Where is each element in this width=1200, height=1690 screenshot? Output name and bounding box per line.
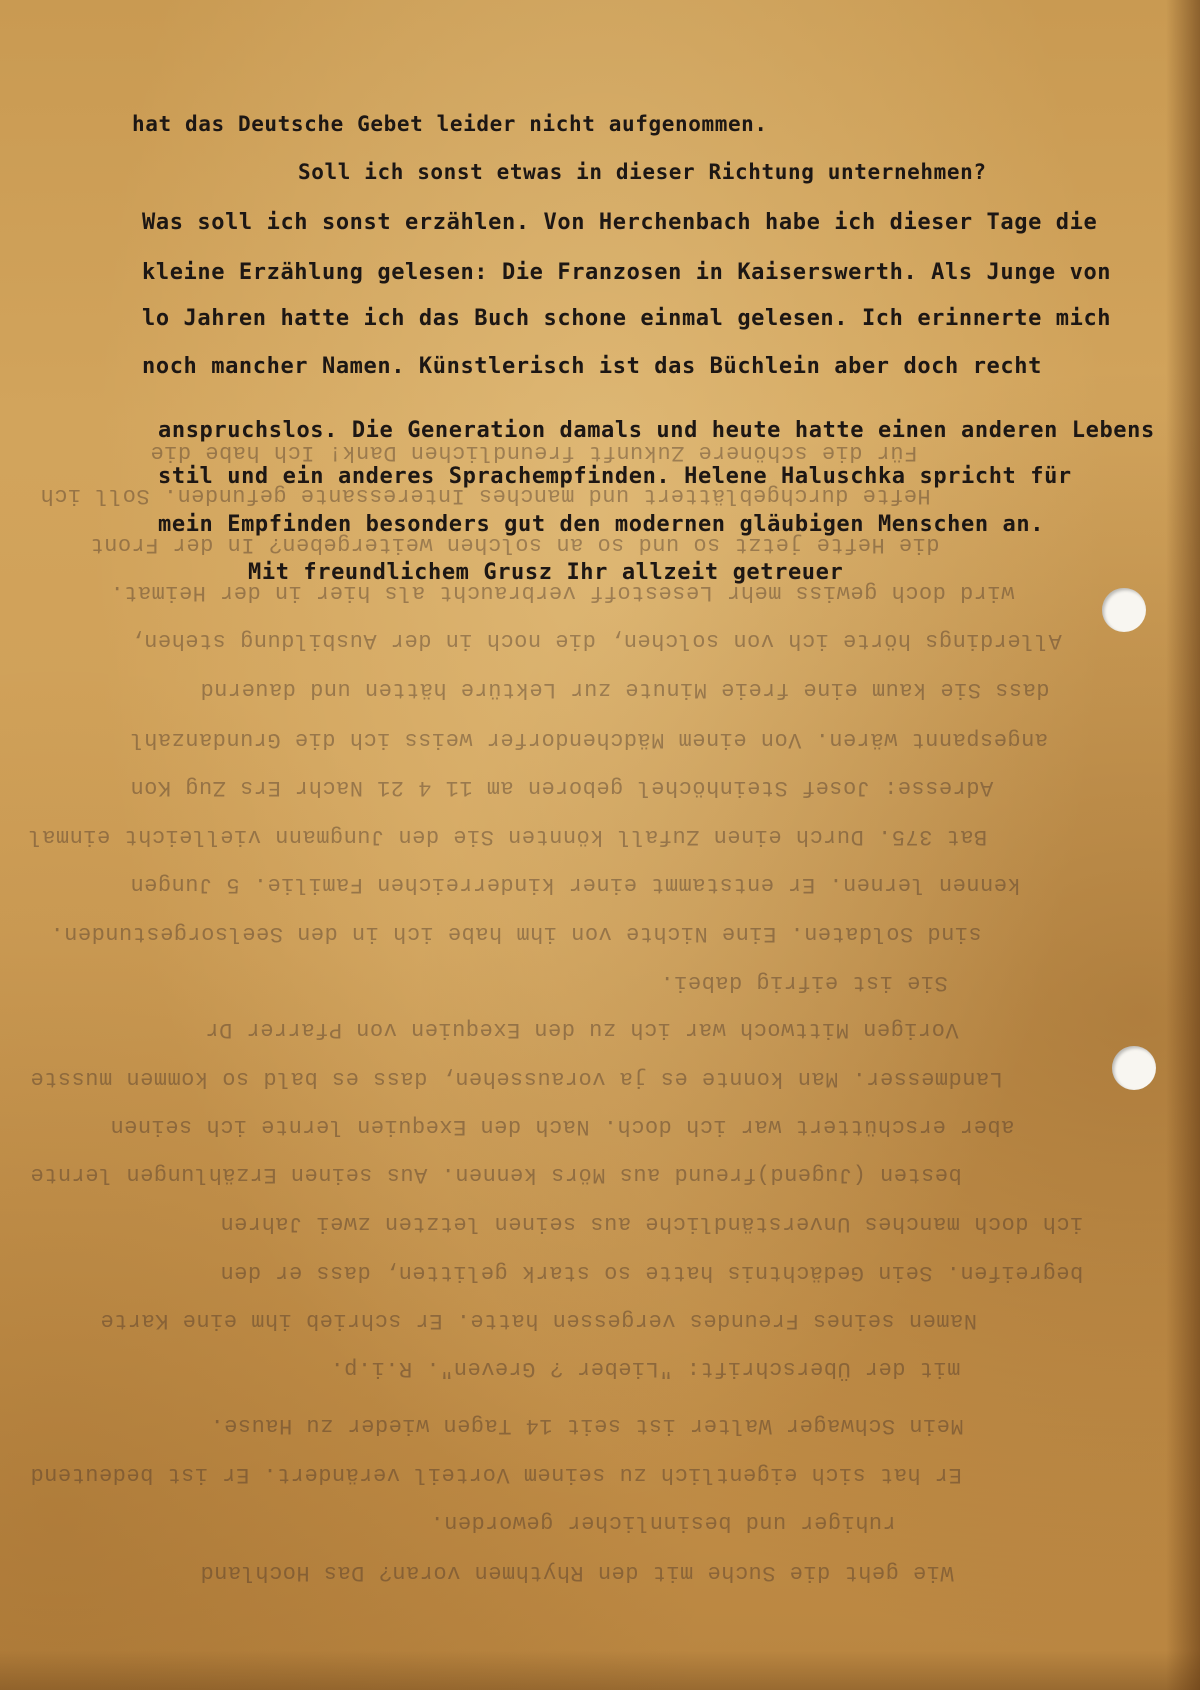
show-through-line: Sie ist eifrig dabei. — [660, 970, 948, 995]
show-through-line: Adresse: Josef Steinhöchel geboren am 11 4 21 Nachr Ers Zug Kon — [130, 775, 994, 800]
show-through-line: Hefte durchgeblättert und manches Interessante gefunden. Soll ich — [40, 483, 931, 508]
show-through-line: die Hefte jetzt so und so an solchen weitergeben? In der Front — [90, 532, 940, 557]
show-through-line: ruhiger und besinnlicher geworden. — [430, 1510, 896, 1535]
typed-line: kleine Erzählung gelesen: Die Franzosen in Kaiserswerth. Als Junge von — [142, 260, 1112, 285]
typed-line: mein Empfinden besonders gut den modernen gläubigen Menschen an. — [158, 512, 1045, 537]
show-through-line: kennen lernen. Er entstammt einer kinderreichen Familie. 5 Jungen — [130, 872, 1021, 897]
show-through-line: begreifen. Sein Gedächtnis hatte so stark gelitten, dass er den — [220, 1260, 1084, 1285]
punch-hole — [1112, 1046, 1156, 1090]
show-through-line: Mein Schwager Walter ist seit 14 Tagen wieder zu Hause. — [210, 1413, 964, 1438]
show-through-line: mit der Überschrift: "Lieber ? Greven". R.i.p. — [330, 1356, 961, 1381]
page-bottom-edge — [0, 1650, 1200, 1690]
show-through-line: Er hat sich eigentlich zu seinem Vorteil verändert. Er ist bedeutend — [30, 1462, 962, 1487]
show-through-line: Namen seines Freundes vergessen hatte. Er schrieb ihm eine Karte — [100, 1308, 977, 1333]
show-through-line: Vorigen Mittwoch war ich zu den Exequien von Pfarrer Dr — [205, 1017, 959, 1042]
punch-hole — [1102, 588, 1146, 632]
typed-line: Was soll ich sonst erzählen. Von Herchenbach habe ich dieser Tage die — [142, 210, 1098, 235]
show-through-line: angespannt wären. Von einem Mädchendorfer weiss ich die Grundanzahl — [130, 727, 1049, 752]
show-through-line: Für die schönere Zukunft freundlichen Dank! Ich habe die — [150, 440, 918, 465]
show-through-line: Landmesser. Man konnte es ja voraussehen, dass es bald so kommen musste — [30, 1066, 1003, 1091]
show-through-line: aber erschüttert war ich doch. Nach den Exequien lernte ich seinen — [110, 1114, 1015, 1139]
show-through-line: Bat 375. Durch einen Zufall könnten Sie den Jungmann vielleicht einmal — [28, 824, 988, 849]
typed-line: noch mancher Namen. Künstlerisch ist das Büchlein aber doch recht — [142, 354, 1042, 379]
typed-line: Mit freundlichem Grusz Ihr allzeit getreuer — [248, 560, 844, 585]
show-through-line: ich doch manches Unverständliche aus seinen letzten zwei Jahren — [220, 1211, 1084, 1236]
show-through-line: wird doch gewiss mehr Lesestoff verbraucht als hier in der Heimat. — [110, 580, 1015, 605]
show-through-line: besten (Jugend)freund aus Mörs kennen. Aus seinen Erzählungen lernte — [30, 1162, 962, 1187]
show-through-line: Allerdings hörte ich von solchen, die noch in der Ausbildung stehen, — [130, 628, 1062, 653]
typed-line: lo Jahren hatte ich das Buch schone einmal gelesen. Ich erinnerte mich — [142, 306, 1112, 331]
typed-line: Soll ich sonst etwas in dieser Richtung unternehmen? — [298, 160, 987, 184]
typed-line: hat das Deutsche Gebet leider nicht aufgenommen. — [132, 112, 768, 136]
show-through-line: dass Sie kaum eine freie Minute zur Lektüre hätten und dauernd — [200, 677, 1050, 702]
show-through-line: Wie geht die Suche mit den Rhythmen voran? Das Hochland — [200, 1560, 954, 1585]
show-through-line: sind Soldaten. Eine Nichte von ihm habe ich in den Seelsorgestunden. — [50, 921, 982, 946]
typed-line: anspruchslos. Die Generation damals und heute hatte einen anderen Lebens — [158, 418, 1155, 443]
typed-line: stil und ein anderes Sprachempfinden. Helene Haluschka spricht für — [158, 464, 1072, 489]
